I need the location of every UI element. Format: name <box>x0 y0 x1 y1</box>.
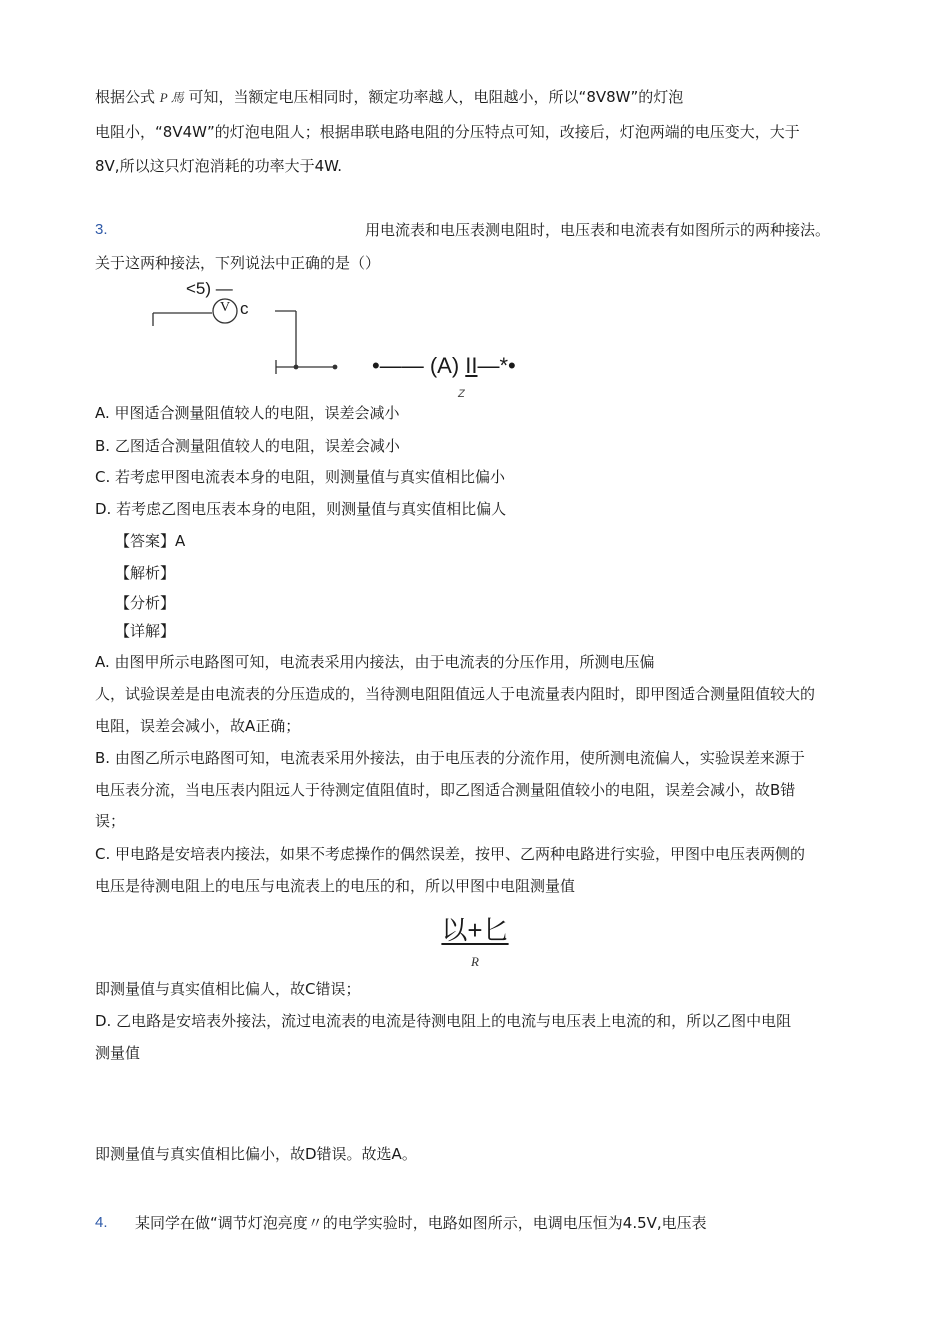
intro-line-3: 8V,所以这只灯泡消耗的功率大于4W. <box>95 157 342 175</box>
explain-line: 电压是待测电阻上的电压与电流表上的电压的和，所以甲图中电阻测量值 <box>95 877 576 895</box>
option-d: D. 若考虑乙图电压表本身的电阻，则测量值与真实值相比偏人 <box>95 500 507 518</box>
formula-inline: P 馬 <box>159 90 184 105</box>
option-c: C. 若考虑甲图电流表本身的电阻，则测量值与真实值相比偏小 <box>95 468 506 486</box>
intro-text: 可知，当额定电压相同时，额定功率越人，电阻越小，所以“8V8W”的灯泡 <box>188 88 684 106</box>
explain-line: 测量值 <box>95 1044 141 1062</box>
explain-line: C. 甲电路是安培表内接法，如果不考虑操作的偶然误差，按甲、乙两种电路进行实验，甲图中电压表两侧的 <box>95 845 806 863</box>
jiexi-label: 【解析】 <box>115 564 176 582</box>
figure-small-mark: Z <box>458 388 465 400</box>
explain-line: 电阻，误差会减小，故A正确； <box>95 717 301 735</box>
explain-line: 误； <box>95 812 126 830</box>
option-a: A. 甲图适合测量阻值较人的电阻，误差会减小 <box>95 404 400 422</box>
explain-line: 人，试验误差是由电流表的分压造成的，当待测电阻阻值远人于电流量表内阻时，即甲图适合测量阻值较大的 <box>95 685 816 703</box>
intro-text: 根据公式 <box>95 88 156 106</box>
voltmeter-symbol: V <box>219 300 231 315</box>
explain-line: 即测量值与真实值相比偏人，故C错误； <box>95 980 361 998</box>
option-b: B. 乙图适合测量阻值较人的电阻，误差会减小 <box>95 437 400 455</box>
conclusion-line: 即测量值与真实值相比偏小，故D错误。故选A。 <box>95 1145 417 1163</box>
question-4-text: 某同学在做“调节灯泡亮度〃的电学实验时，电路如图所示，电调电压恒为4.5V,电压表 <box>135 1214 707 1232</box>
fenxi-label: 【分析】 <box>115 594 176 612</box>
answer-label: 【答案】A <box>115 532 186 550</box>
figure-c-label: c <box>240 299 249 318</box>
explain-line: B. 由图乙所示电路图可知，电流表采用外接法，由于电压表的分流作用，使所测电流偏人，实验误差来源于 <box>95 749 805 767</box>
figure-ii: II <box>465 353 478 378</box>
intro-line-2: 电阻小，“8V4W”的灯泡电阻人；根据串联电路电阻的分压特点可知，改接后，灯泡两端的电压变大，大于 <box>95 123 800 141</box>
explain-line: 电压表分流，当电压表内阻远人于待测定值阻值时，即乙图适合测量阻值较小的电阻，误差会减小，故B错 <box>95 781 796 799</box>
figure-end: —*• <box>477 353 516 378</box>
question-3-stem: 用电流表和电压表测电阻时，电压表和电流表有如图所示的两种接法。 <box>365 221 831 239</box>
formula-sub: R <box>471 954 479 969</box>
figure-top-text: <5) — <box>186 279 233 298</box>
question-3-stem-2: 关于这两种接法，下列说法中正确的是（） <box>95 254 381 272</box>
formula-main: 以+匕 <box>441 915 509 945</box>
figure-ammeter-text: •—— (A) <box>372 353 466 378</box>
xiangjie-label: 【详解】 <box>115 622 176 640</box>
explain-line: D. 乙电路是安培表外接法，流过电流表的电流是待测电阻上的电流与电压表上电流的和，所以乙图中电阻 <box>95 1012 792 1030</box>
question-3-number: 3. <box>95 221 108 238</box>
figure-right-text <box>372 353 516 379</box>
explain-line: A. 由图甲所示电路图可知，电流表采用内接法，由于电流表的分压作用，所测电压偏 <box>95 653 655 671</box>
question-4-number: 4. <box>95 1214 108 1231</box>
